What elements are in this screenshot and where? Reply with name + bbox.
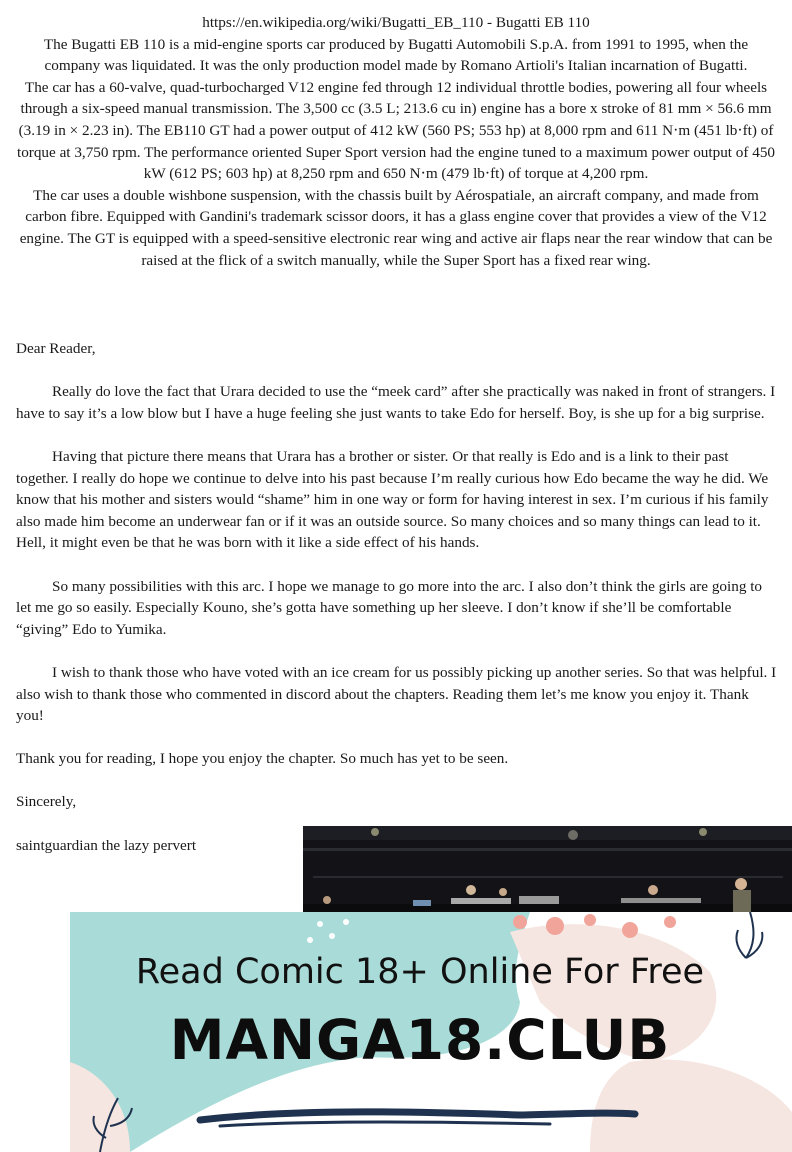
- banner-site-name[interactable]: MANGA18.CLUB: [169, 1008, 671, 1072]
- translator-letter: [16, 338, 778, 856]
- wiki-excerpt: [16, 12, 776, 271]
- wiki-source-line: https://en.wikipedia.org/wiki/Bugatti_EB_110 - Bugatti EB 110: [202, 14, 590, 31]
- letter-paragraph: I wish to thank those who have voted with an ice cream for us possibly picking up another series. So that was helpful. I also wish to thank those who commented in discord about the chapters. Reading them let’s me know you enjoy it. Thank you!: [16, 663, 777, 725]
- stage-photo: [303, 826, 792, 914]
- wiki-paragraph: The car uses a double wishbone suspension, with the chassis built by Aérospatiale, an aircraft company, and made from carbon fibre. Equipped with Gandini's trademark scissor doors, it has a glass engine cover that provides a view of the V12 engine. The GT is equipped with a speed-sensitive electronic rear wing and active air flaps near the rear window that can be raised at the flick of a switch manually, while the Super Sport has a fixed rear wing.: [19, 186, 773, 269]
- wiki-paragraph: The car has a 60-valve, quad-turbocharged V12 engine fed through 12 individual throttle bodies, powering all four wheels through a six-speed manual transmission. The 3,500 cc (3.5 L; 213.6 cu in) engine has a bore x stroke of 81 mm × 56.6 mm (3.19 in × 2.23 in). The EB110 GT had a power output of 412 kW (560 PS; 553 hp) at 8,000 rpm and 611 N⋅m (451 lb⋅ft) of torque at 3,750 rpm. The performance oriented Super Sport version had the engine tuned to a maximum power output of 450 kW (612 PS; 603 hp) at 8,250 rpm and 650 N⋅m (479 lb⋅ft) of torque at 4,200 rpm.: [16, 78, 776, 183]
- letter-salutation: Dear Reader,: [16, 340, 96, 357]
- letter-paragraph: So many possibilities with this arc. I hope we manage to go more into the arc. I also don’t think the girls are going to let me go so easily. Especially Kouno, she’s gotta have something up her sleeve. I don’t know if she’ll be comfortable “giving” Edo to Yumika.: [16, 577, 763, 638]
- letter-closing: Thank you for reading, I hope you enjoy the chapter. So much has yet to be seen.: [16, 750, 509, 768]
- wiki-paragraph: The Bugatti EB 110 is a mid-engine sports car produced by Bugatti Automobili S.p.A. from 1991 to 1995, when the company was liquidated. It was the only production model made by Romano Artioli's Italian incarnation of Bugatti.: [43, 35, 749, 75]
- banner-title[interactable]: Read Comic 18+ Online For Free: [135, 952, 705, 992]
- letter-paragraph: Really do love the fact that Urara decided to use the “meek card” after she practically was naked in front of strangers. I have to say it’s a low blow but I have a huge feeling she just wants to take Edo for herself. Boy, is she up for a big surprise.: [16, 383, 776, 422]
- letter-signoff: Sincerely,: [16, 793, 77, 811]
- letter-signature: saintguardian the lazy pervert: [16, 836, 197, 854]
- letter-paragraph: Having that picture there means that Urara has a brother or sister. Or that really is Edo and is a link to their past together. I really do hope we continue to delve into his past because I’m really curious how Edo became the way he did. We know that his mother and sisters would “shame” him in one way or form for having interest in sex. I’m curious if his family also made him become an underwear fan or if it was an outside source. So many choices and so many things can lead to it. Hell, it might even be that he was born with it like a side effect of his hands.: [16, 447, 769, 552]
- stage-photo-illustration: [303, 826, 792, 914]
- promo-banner[interactable]: [70, 912, 792, 1152]
